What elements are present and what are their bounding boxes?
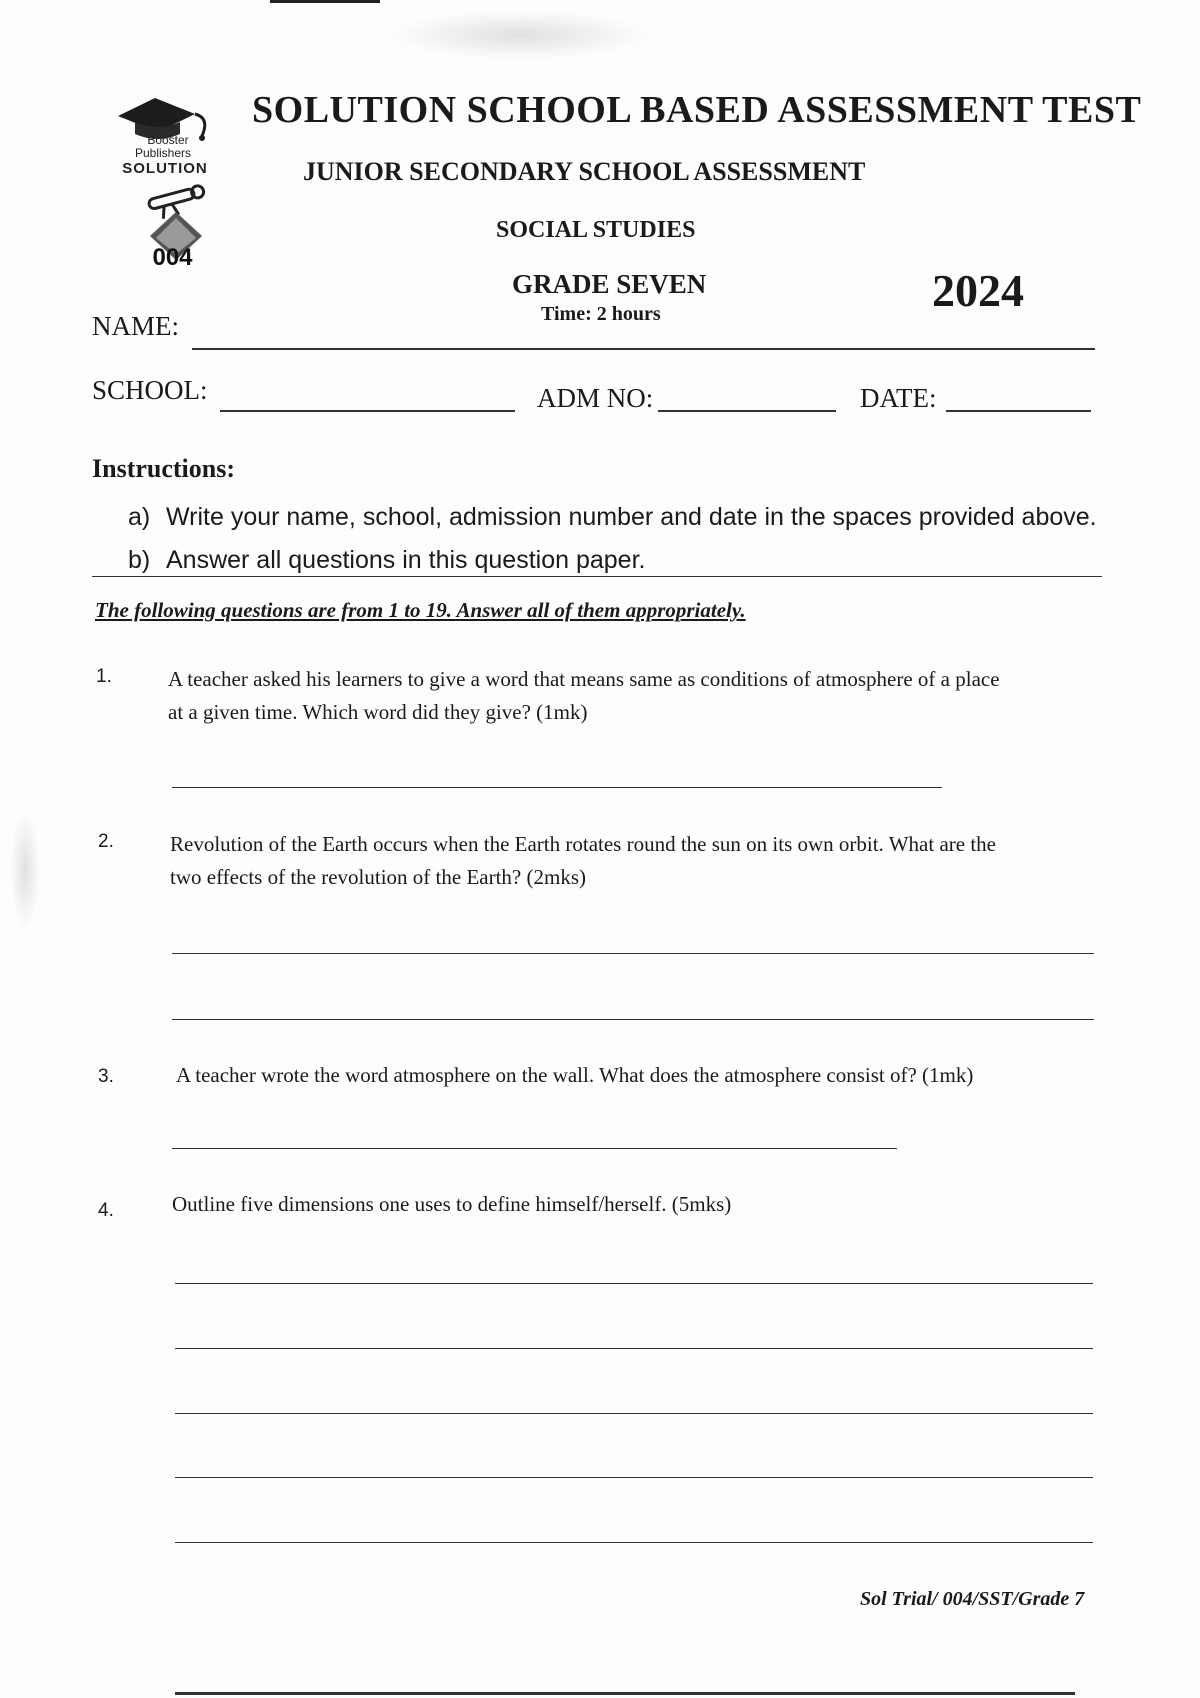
logo-brand-name: SOLUTION <box>122 160 208 177</box>
instructions-heading: Instructions: <box>92 454 236 483</box>
question-text <box>176 1059 1106 1092</box>
question-number: 2. <box>98 831 114 852</box>
name-label: NAME: <box>92 311 179 341</box>
exam-subtitle: JUNIOR SECONDARY SCHOOL ASSESSMENT <box>303 157 866 186</box>
question-text <box>168 663 1108 729</box>
exam-duration: Time: 2 hours <box>541 303 661 325</box>
question-text <box>172 1188 1102 1221</box>
question-text-line: Revolution of the Earth occurs when the Earth rotates round the sun on its own orbit. What are the <box>170 832 996 856</box>
answer-line[interactable] <box>175 1542 1093 1543</box>
paper-code-footer: Sol Trial/ 004/SST/Grade 7 <box>860 1588 1085 1610</box>
answer-line[interactable] <box>172 953 1094 954</box>
publisher-logo <box>110 88 235 303</box>
scan-smudge <box>10 810 40 930</box>
school-field[interactable] <box>220 410 515 412</box>
instruction-letter: b) <box>128 546 151 574</box>
scan-smudge <box>390 10 650 60</box>
instruction-text: Write your name, school, admission number and date in the spaces provided above. <box>166 503 1097 531</box>
question-text-line: Outline five dimensions one uses to define himself/herself. (5mks) <box>172 1192 732 1216</box>
date-label: DATE: <box>860 383 937 413</box>
question-text-line: at a given time. Which word did they give? (1mk) <box>168 700 588 724</box>
questions-notice: The following questions are from 1 to 19. Answer all of them appropriately. <box>95 598 746 622</box>
instruction-letter: a) <box>128 503 151 531</box>
question-number: 3. <box>98 1066 114 1087</box>
question-text-line: two effects of the revolution of the Earth? (2mks) <box>170 865 586 889</box>
adm-no-label: ADM NO: <box>537 383 654 413</box>
logo-brand-line: Publishers <box>134 146 192 160</box>
logo-code: 004 <box>152 244 193 271</box>
school-label: SCHOOL: <box>92 375 208 405</box>
name-field[interactable] <box>192 348 1095 350</box>
answer-line[interactable] <box>175 1477 1093 1478</box>
question-number: 1. <box>96 666 112 687</box>
scan-edge-mark <box>270 0 380 3</box>
exam-year: 2024 <box>932 265 1024 316</box>
exam-title: SOLUTION SCHOOL BASED ASSESSMENT TEST <box>252 89 1142 131</box>
answer-line[interactable] <box>172 1019 1094 1020</box>
scan-edge-mark <box>175 1692 1075 1695</box>
date-field[interactable] <box>946 410 1091 412</box>
question-text-line: A teacher wrote the word atmosphere on the wall. What does the atmosphere consist of? (1mk) <box>176 1063 974 1087</box>
instruction-text: Answer all questions in this question paper. <box>166 546 646 574</box>
answer-line[interactable] <box>175 1348 1093 1349</box>
instruction-item <box>128 546 645 575</box>
instructions-divider <box>92 576 1102 577</box>
logo-brand-line: Booster <box>147 133 189 147</box>
subject-title: SOCIAL STUDIES <box>496 217 696 243</box>
answer-line[interactable] <box>172 787 942 788</box>
answer-line[interactable] <box>175 1283 1093 1284</box>
grade-title: GRADE SEVEN <box>512 269 707 299</box>
instruction-item <box>128 503 1097 532</box>
adm-no-field[interactable] <box>658 410 836 412</box>
question-text-line: A teacher asked his learners to give a word that means same as conditions of atmosphere of a place <box>168 667 1000 691</box>
answer-line[interactable] <box>175 1413 1093 1414</box>
question-text <box>170 828 1110 894</box>
answer-line[interactable] <box>172 1148 897 1149</box>
question-number: 4. <box>98 1200 114 1221</box>
